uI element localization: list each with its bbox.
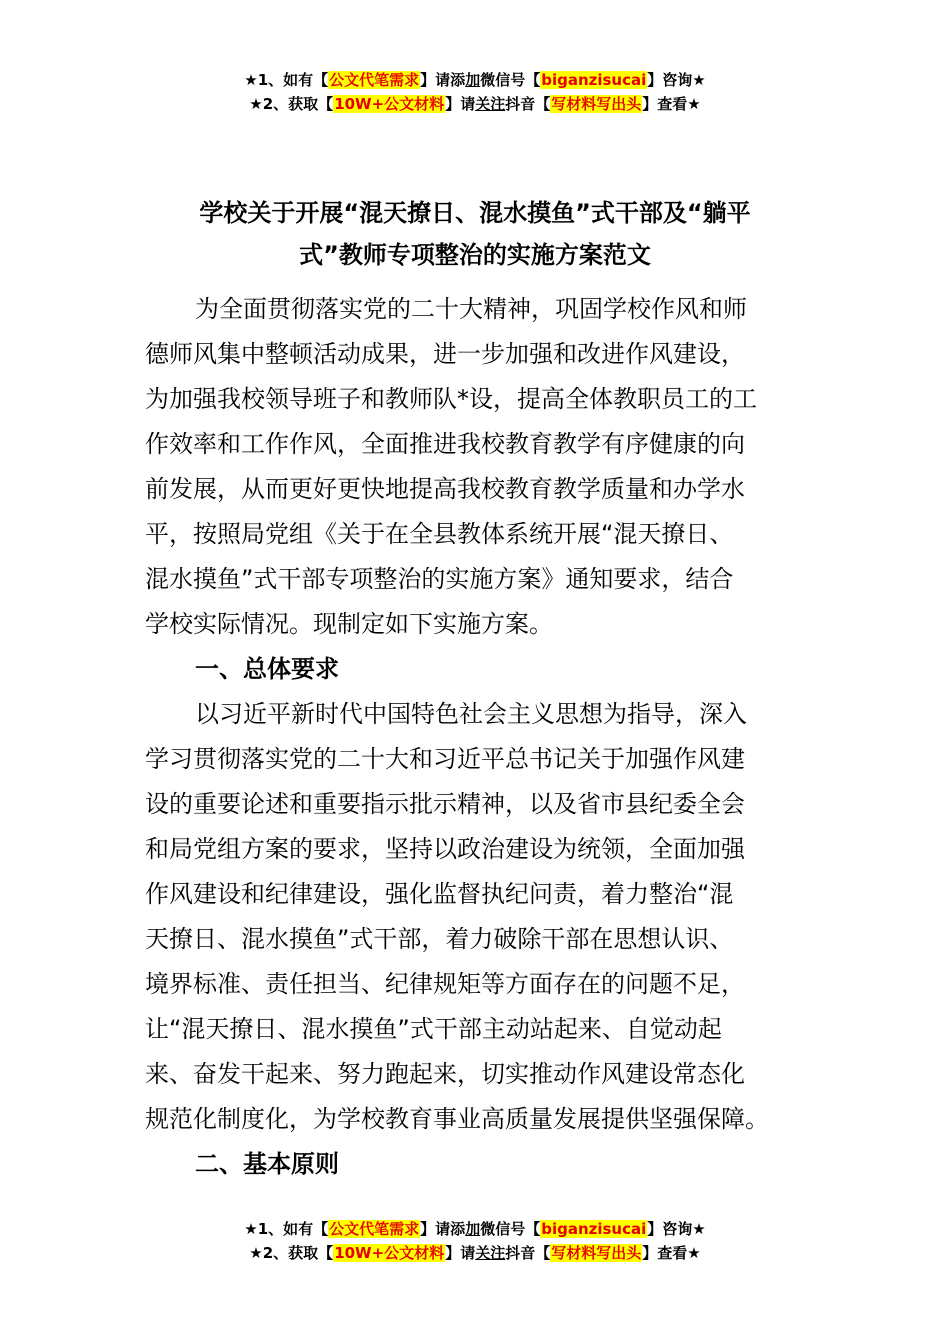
banner-text: 抖音【: [505, 1244, 551, 1262]
banner-highlight: 写材料写出头: [551, 95, 642, 113]
banner-underlined-text: 加: [465, 71, 481, 89]
banner-underlined-text: 加: [465, 1220, 481, 1238]
banner-highlight: 写材料写出头: [551, 1244, 642, 1262]
paragraph-line: 德师风集中整顿活动成果，进一步加强和改进作风建设，: [145, 340, 745, 368]
banner-underlined-text: 关注: [475, 1244, 506, 1262]
banner-text: 】请添: [420, 71, 466, 89]
banner-highlight: 公文代笔需求: [329, 71, 420, 89]
paragraph-line: 为全面贯彻落实党的二十大精神，巩固学校作风和师: [195, 295, 747, 323]
banner-text: 微信号【: [480, 71, 541, 89]
banner-text: 】查看★: [642, 1244, 701, 1262]
paragraph-line: 来、奋发干起来、努力跑起来，切实推动作风建设常态化: [145, 1060, 745, 1088]
paragraph-line: 为加强我校领导班子和教师队*设，提高全体教职员工的工: [145, 385, 757, 413]
paragraph-line: 混水摸鱼”式干部专项整治的实施方案》通知要求，结合: [145, 565, 734, 593]
banner-underlined-text: 关注: [475, 95, 506, 113]
paragraph-line: 作风建设和纪律建设，强化监督执纪问责，着力整治“混: [145, 880, 734, 908]
title-line: 学校关于开展“混天撩日、混水摸鱼”式干部及“躺平: [199, 199, 751, 227]
banner-highlight: 10W+公文材料: [334, 1244, 445, 1262]
section-heading: 二、基本原则: [195, 1150, 339, 1178]
banner-text: 】查看★: [642, 95, 701, 113]
banner-highlight: biganzisucai: [541, 71, 647, 89]
paragraph-line: 以习近平新时代中国特色社会主义思想为指导，深入: [195, 700, 747, 728]
section-heading: 一、总体要求: [195, 655, 339, 683]
paragraph-line: 天撩日、混水摸鱼”式干部，着力破除干部在思想认识、: [145, 925, 734, 953]
paragraph-line: 设的重要论述和重要指示批示精神，以及省市县纪委全会: [145, 790, 745, 818]
paragraph-line: 规范化制度化，为学校教育事业高质量发展提供坚强保障。: [145, 1105, 769, 1133]
banner-line-1: [0, 68, 950, 92]
banner-highlight: 公文代笔需求: [329, 1220, 420, 1238]
banner-highlight: 10W+公文材料: [334, 95, 445, 113]
banner-text: 】咨询★: [647, 1220, 706, 1238]
bottom-banner: [0, 1217, 950, 1265]
title-line: 式”教师专项整治的实施方案范文: [299, 241, 651, 269]
banner-text: ★2、获取【: [249, 95, 334, 113]
banner-text: ★1、如有【: [244, 71, 329, 89]
banner-line-1: [0, 1217, 950, 1241]
document-title: [145, 192, 805, 276]
banner-text: 微信号【: [480, 1220, 541, 1238]
top-banner: [0, 68, 950, 116]
banner-text: 】请: [445, 95, 476, 113]
paragraph-line: 作效率和工作作风，全面推进我校教育教学有序健康的向: [145, 430, 745, 458]
banner-text: ★2、获取【: [249, 1244, 334, 1262]
paragraph-line: 学习贯彻落实党的二十大和习近平总书记关于加强作风建: [145, 745, 745, 773]
paragraph-line: 境界标准、责任担当、纪律规矩等方面存在的问题不足，: [145, 970, 745, 998]
paragraph-line: 和局党组方案的要求，坚持以政治建设为统领，全面加强: [145, 835, 745, 863]
banner-highlight: biganzisucai: [541, 1220, 647, 1238]
banner-text: 】请: [445, 1244, 476, 1262]
paragraph-line: 平，按照局党组《关于在全县教体系统开展“混天撩日、: [145, 520, 734, 548]
banner-text: 】咨询★: [647, 71, 706, 89]
banner-line-2: [0, 1241, 950, 1265]
banner-text: 抖音【: [505, 95, 551, 113]
banner-text: 】请添: [420, 1220, 466, 1238]
document-body: [145, 287, 805, 1187]
paragraph-line: 让“混天撩日、混水摸鱼”式干部主动站起来、自觉动起: [145, 1015, 722, 1043]
paragraph-line: 学校实际情况。现制定如下实施方案。: [145, 610, 553, 638]
paragraph-line: 前发展，从而更好更快地提高我校教育教学质量和办学水: [145, 475, 745, 503]
banner-text: ★1、如有【: [244, 1220, 329, 1238]
banner-line-2: [0, 92, 950, 116]
